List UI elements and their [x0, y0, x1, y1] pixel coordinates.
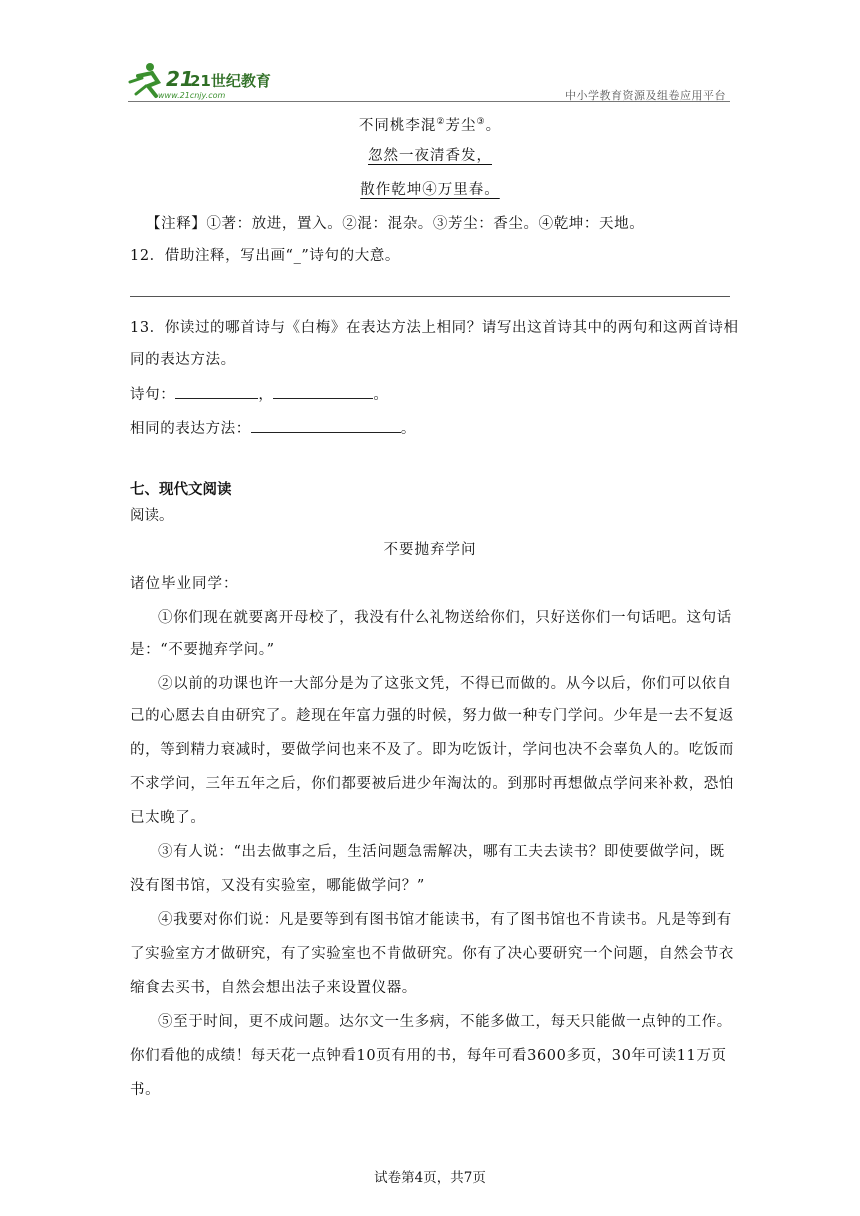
platform-name: 中小学教育资源及组卷应用平台: [565, 89, 726, 102]
poem-note: 【注释】①著：放进，置入。②混：混杂。③芳尘：香尘。④乾坤：天地。: [146, 216, 645, 232]
header-rule: [128, 101, 730, 102]
para-4-line: ④我要对你们说：凡是要等到有图书馆才能读书，有了图书馆也不肯读书。凡是等到有: [158, 912, 732, 928]
question-12: 12．借助注释，写出画“_”诗句的大意。: [130, 248, 401, 264]
para-2-line: ②以前的功课也许一大部分是为了这张文凭，不得已而做的。从今以后，你们可以依自: [158, 676, 732, 692]
para-3-line: 没有图书馆，又没有实验室，哪能做学问？”: [130, 878, 425, 894]
para-2-line: 己的心愿去自由研究了。趁现在年富力强的时候，努力做一种专门学问。少年是一去不复返: [130, 708, 734, 724]
section-7-title: 七、现代文阅读: [130, 481, 232, 498]
para-5-line: ⑤至于时间，更不成问题。达尔文一生多病，不能多做工，每天只能做一点钟的工作。: [158, 1014, 732, 1030]
para-2-line: 不求学问，三年五年之后，你们都要被后进少年淘汰的。到那时再想做点学问来补救，恐怕: [130, 776, 734, 792]
para-4-line: 了实验室方才做研究，有了实验室也不肯做研究。你有了决心要研究一个问题，自然会节衣: [130, 946, 734, 962]
question-13-line-1: 13．你读过的哪首诗与《白梅》在表达方法上相同？请写出这首诗其中的两句和这两首诗相: [130, 320, 739, 336]
21cnjy-logo: [128, 60, 278, 102]
poem-line-3: 散作乾坤④万里春。: [360, 182, 500, 198]
svg-text:21世纪教育: 21世纪教育: [190, 72, 271, 90]
para-4-line: 缩食去买书，自然会想出法子来设置仪器。: [130, 980, 417, 996]
q13-method-answer: 相同的表达方法： 。: [130, 418, 416, 439]
q12-answer-line[interactable]: [130, 296, 730, 297]
page-footer: 试卷第4页，共7页: [374, 1170, 486, 1186]
svg-text:21: 21: [166, 67, 194, 91]
salutation: 诸位毕业同学：: [130, 576, 239, 592]
para-2-line: 已太晚了。: [130, 810, 206, 826]
para-1-line: 是：“不要抛弃学问。”: [130, 642, 275, 658]
poem-line-1: 不同桃李混②芳尘③。: [358, 117, 502, 134]
poem-blank-2[interactable]: [273, 384, 373, 399]
para-1-line: ①你们现在就要离开母校了，我没有什么礼物送给你们，只好送你们一句话吧。这句话: [158, 610, 732, 626]
question-13-line-2: 同的表达方法。: [130, 352, 236, 368]
para-5-line: 书。: [130, 1082, 161, 1098]
para-5-line: 你们看他的成绩！每天花一点钟看10页有用的书，每年可看3600多页，30年可读11万页: [130, 1048, 727, 1064]
method-blank[interactable]: [251, 418, 401, 433]
para-3-line: ③有人说：“出去做事之后，生活问题急需解决，哪有工夫去读书？即使要做学问，既: [158, 844, 725, 860]
svg-text:www.21cnjy.com: www.21cnjy.com: [158, 91, 226, 100]
poem-blank-1[interactable]: [175, 384, 258, 399]
page-header: [128, 60, 730, 102]
q13-poem-answer: 诗句： ， 。: [130, 384, 389, 405]
para-2-line: 的，等到精力衰减时，要做学问也来不及了。即为吃饭计，学问也决不会辜负人的。吃饭而: [130, 742, 734, 758]
poem-line-2: 忽然一夜清香发，: [368, 148, 492, 164]
reading-instruction: 阅读。: [130, 508, 174, 524]
article-title: 不要抛弃学问: [383, 542, 477, 558]
